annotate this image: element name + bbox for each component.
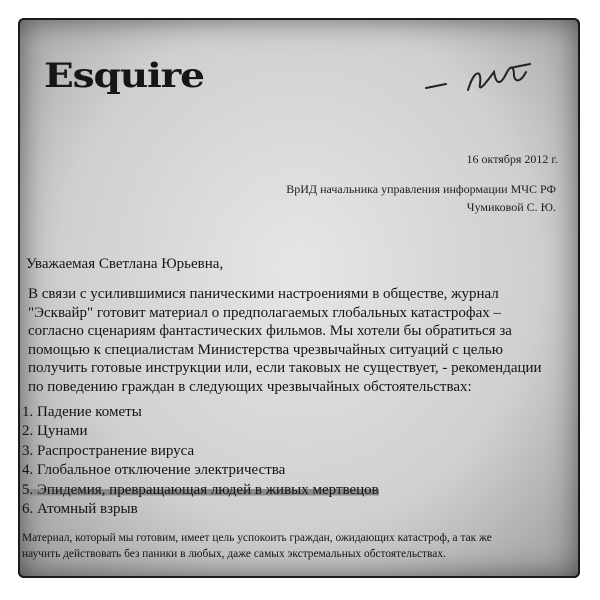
letter-date: 16 октября 2012 г. [466,152,558,166]
list-item: 3. Распространение вируса [22,442,195,459]
list-item-highlighted [22,481,379,500]
recipient-title: ВрИД начальника управления информации МЧС РФ [286,182,556,196]
scenario-list [22,403,379,519]
highlighted-text: 5. Эпидемия, превращающая людей в живых мертвецов [22,481,379,498]
recipient-name: Чумиковой С. Ю. [466,200,556,214]
list-item: 1. Падение кометы [22,404,142,420]
list-item: 2. Цунами [22,423,88,440]
letter-closing: Материал, который мы готовим, имеет цель успокоить граждан, ожидающих катастроф, а так же научить действовать без паники в любых, даже самых экстремальных обстоятельствах. [22,532,492,560]
list-item [22,461,379,480]
handwritten-signature [418,50,548,100]
list-item-text: 4. Глобальное отключение электричества [22,462,286,479]
esquire-logo: Esquire [44,56,204,96]
letter-photo [18,18,580,578]
recipient-block [286,180,556,216]
greeting: Уважаемая Светлана Юрьевна, [26,256,224,272]
letter-body: В связи с усилившимися паническими настроениями в обществе, журнал "Эсквайр" готовит материал о предполагаемых глобальных катастрофах – согласно сценариям фантастических фильмов. Мы хотели бы обратиться за помощью к специалистам Министерства чрезвычайных ситуаций с целью получить готовые инструкции или, если таковых не существует, - рекомендации по поведению граждан в следующих чрезвычайных обстоятельствах: [28,286,542,395]
list-item: 6. Атомный взрыв [22,501,138,518]
